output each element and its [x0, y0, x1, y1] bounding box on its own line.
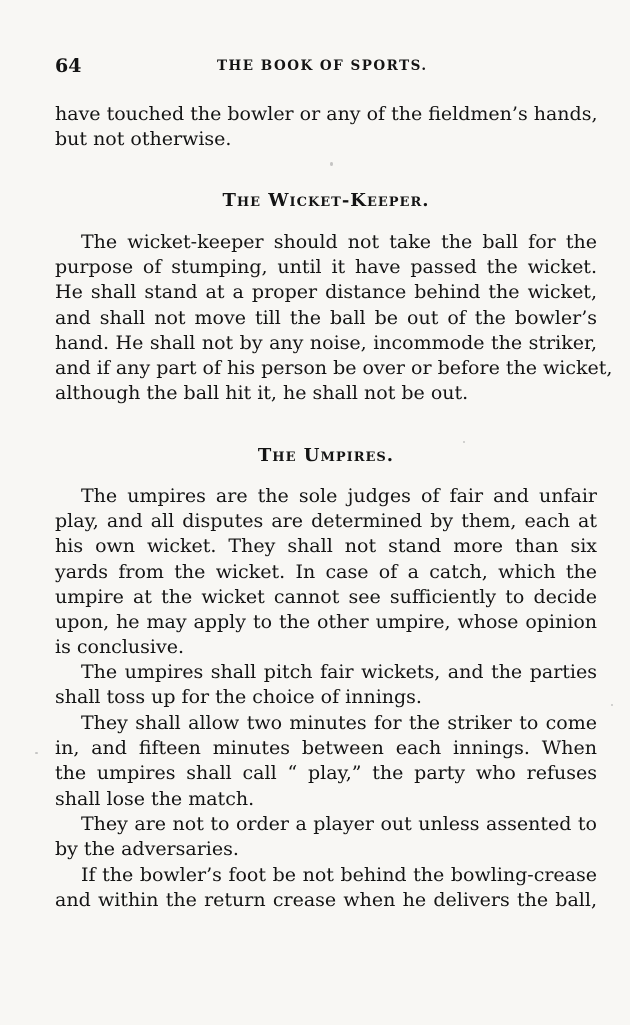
text-line: The umpires shall pitch fair wickets, and the parties: [81, 661, 597, 683]
umpires-paragraph-2: [55, 660, 597, 710]
section-heading-wicket-keeper: The Wicket-Keeper.: [222, 190, 430, 211]
umpires-paragraph-5: [55, 863, 597, 913]
text-line: play, and all disputes are determined by them, each at: [55, 510, 597, 533]
text-line: The umpires are the sole judges of fair and unfair: [81, 485, 597, 507]
text-line: umpire at the wicket cannot see sufficiently to decide: [55, 585, 597, 608]
text-line: his own wicket. They shall not stand more than six: [55, 535, 597, 558]
text-line: although the ball hit it, he shall not be out.: [55, 382, 469, 405]
text-line: shall toss up for the choice of innings.: [55, 686, 422, 709]
text-line: purpose of stumping, until it have passed the wicket.: [55, 256, 597, 279]
text-line: They shall allow two minutes for the striker to come: [81, 712, 597, 734]
text-line: by the adversaries.: [55, 838, 239, 861]
text-line: but not otherwise.: [55, 128, 232, 151]
text-line: in, and fifteen minutes between each innings. When: [55, 737, 597, 760]
text-line: yards from the wicket. In case of a catch, which the: [55, 560, 597, 583]
text-line: is conclusive.: [55, 636, 184, 659]
text-line: have touched the bowler or any of the fieldmen’s hands,: [55, 103, 598, 125]
text-line: upon, he may apply to the other umpire, whose opinion: [55, 611, 597, 634]
paper-speck: [330, 162, 333, 166]
section-heading-umpires: The Umpires.: [257, 445, 395, 466]
text-line: and if any part of his person be over or before the wicket,: [55, 357, 613, 380]
text-line: and shall not move till the ball be out of the bowler’s: [55, 306, 597, 329]
umpires-paragraph-1: [55, 484, 597, 660]
running-head: THE BOOK OF SPORTS.: [217, 58, 428, 74]
text-line: the umpires shall call “ play,” the party who refuses: [55, 762, 597, 785]
text-line: and within the return crease when he delivers the ball,: [55, 889, 597, 912]
wicket-keeper-paragraph: [55, 230, 613, 406]
paper-speck: [463, 441, 465, 443]
umpires-paragraph-4: [55, 812, 597, 862]
text-line: shall lose the match.: [55, 787, 255, 810]
paper-speck: [611, 704, 613, 706]
page-header: [55, 52, 597, 80]
opening-paragraph: [55, 102, 597, 152]
umpires-paragraph-3: [55, 711, 597, 812]
text-line: They are not to order a player out unless assented to: [81, 813, 597, 835]
text-line: He shall stand at a proper distance behind the wicket,: [55, 281, 597, 304]
page-number: 64: [55, 55, 82, 77]
text-line: If the bowler’s foot be not behind the bowling-crease: [81, 864, 597, 886]
text-line: The wicket-keeper should not take the ball for the: [81, 231, 597, 253]
text-line: hand. He shall not by any noise, incommode the striker,: [55, 331, 597, 354]
paper-speck: [35, 752, 38, 754]
